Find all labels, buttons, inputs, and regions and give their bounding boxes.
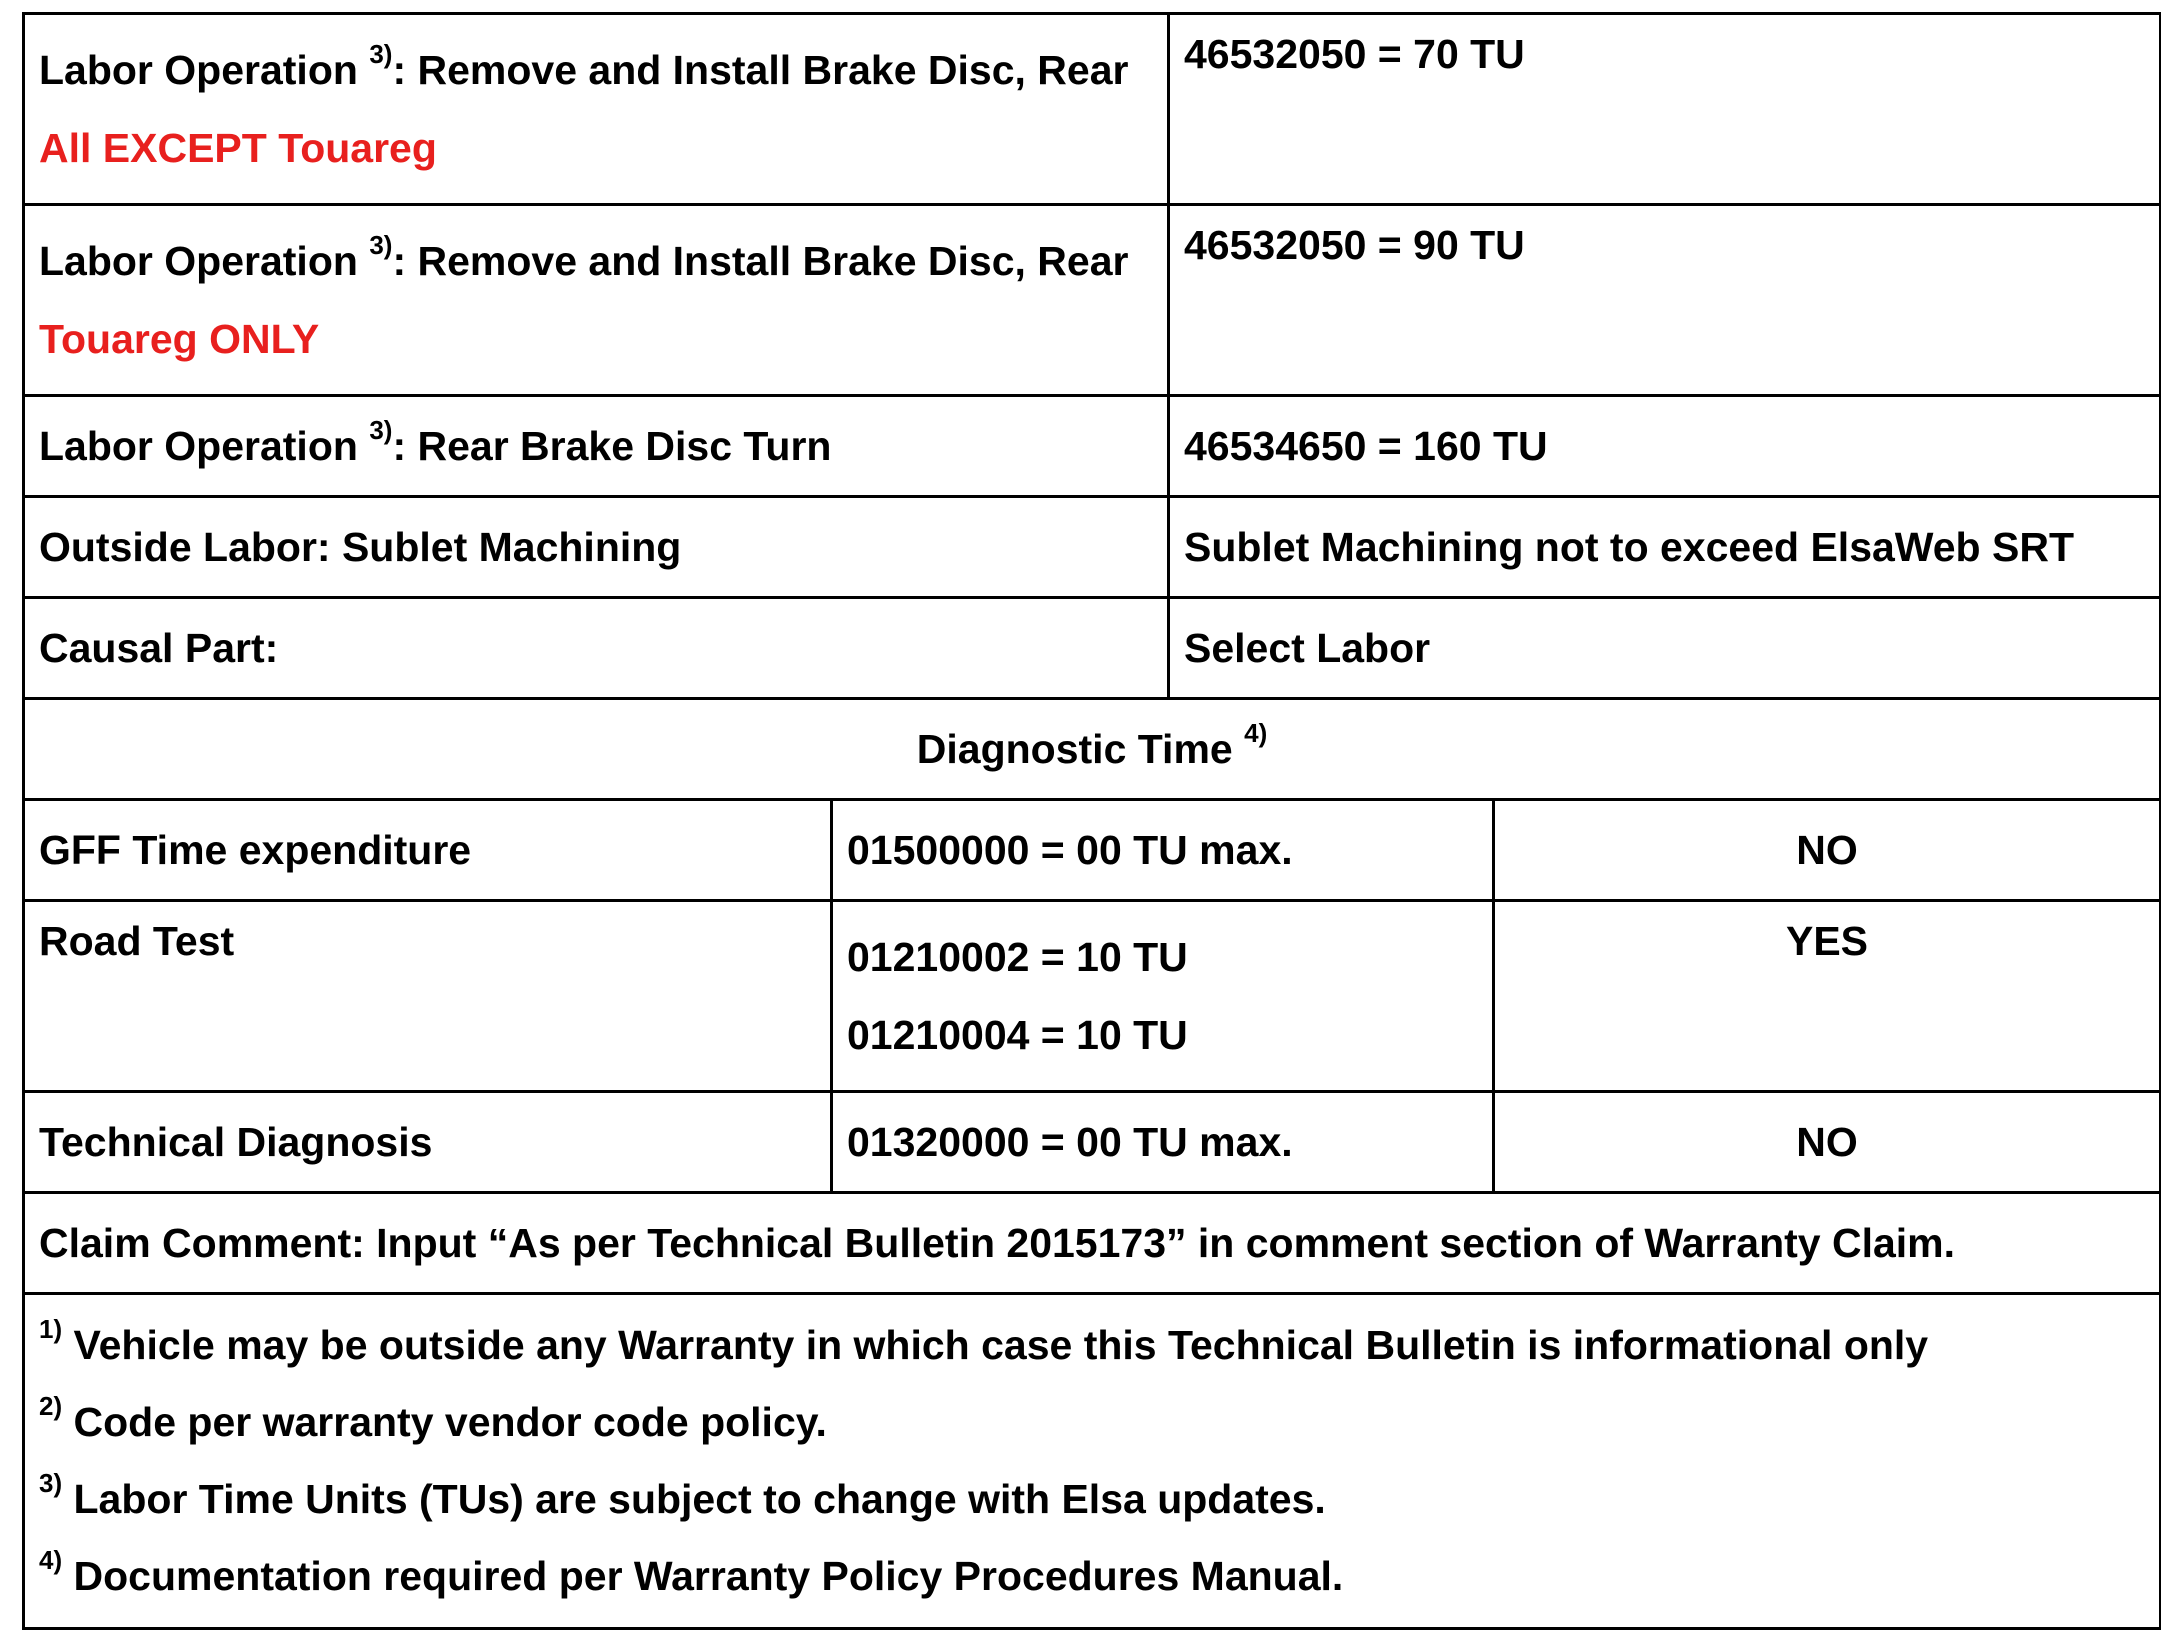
footnote-item: $^{3)}$ Labor Time Units (TUs) are subject to change with Elsa updates.: [39, 1468, 1326, 1522]
labor-code-cell: [1169, 396, 2161, 497]
outside-labor-value: Sublet Machining not to exceed ElsaWeb SRT: [1169, 497, 2161, 598]
labor-code-cell: [1169, 205, 2161, 396]
diagnostic-row: [24, 800, 2161, 901]
footnote-item: $^{1)}$ Vehicle may be outside any Warranty in which case this Technical Bulletin is informational only: [39, 1314, 1929, 1368]
diagnostic-label: GFF Time expenditure: [24, 800, 832, 901]
footnote-item: $^{4)}$ Documentation required per Warranty Policy Procedures Manual.: [39, 1545, 1344, 1599]
diagnostic-time-title: Diagnostic Time $^{4)}$: [24, 699, 2161, 800]
footnote-ref: 3): [369, 39, 393, 70]
outside-labor-label: Outside Labor: Sublet Machining: [24, 497, 1169, 598]
labor-row-disc-turn: [24, 396, 2161, 497]
labor-code-value: 46534650 = 160 TU: [1184, 423, 1548, 469]
labor-operation-label: Labor Operation $^{3)}$: Remove and Install Brake Disc, Rear: [39, 39, 1129, 93]
labor-code-value: 46532050 = 70 TU: [1184, 31, 1525, 77]
footnote-ref: 4): [1244, 718, 1268, 749]
footnotes: [24, 1294, 2161, 1629]
claim-comment: Claim Comment: Input “As per Technical Bulletin 2015173” in comment section of Warranty Claim.: [24, 1193, 2161, 1294]
diagnostic-label: Technical Diagnosis: [24, 1092, 832, 1193]
footnote-ref: 3): [369, 230, 393, 261]
labor-row-except-touareg: [24, 14, 2161, 205]
labor-operation-label: Labor Operation $^{3)}$: Remove and Install Brake Disc, Rear: [39, 230, 1129, 284]
diagnostic-flag: YES: [1494, 901, 2161, 1092]
labor-operation-cell: [24, 14, 1169, 205]
diagnostic-flag: NO: [1494, 1092, 2161, 1193]
footnotes-row: [24, 1294, 2161, 1629]
vehicle-scope-note: All EXCEPT Touareg: [39, 125, 437, 171]
diagnostic-code: [832, 901, 1494, 1092]
diagnostic-time-header-row: [24, 699, 2161, 800]
vehicle-scope-note: Touareg ONLY: [39, 316, 320, 362]
labor-row-touareg-only: [24, 205, 2161, 396]
causal-part-row: [24, 598, 2161, 699]
footnote-item: $^{2)}$ Code per warranty vendor code policy.: [39, 1391, 827, 1445]
diagnostic-flag: NO: [1494, 800, 2161, 901]
diagnostic-row: [24, 901, 2161, 1092]
labor-code-value: 46532050 = 90 TU: [1184, 222, 1525, 268]
footnote-mark: 2): [39, 1391, 63, 1422]
labor-operation-cell: [24, 205, 1169, 396]
outside-labor-row: [24, 497, 2161, 598]
diagnostic-code-line: 01210004 = 10 TU: [847, 1012, 1188, 1058]
footnote-mark: 1): [39, 1314, 63, 1345]
diagnostic-code: 01320000 = 00 TU max.: [832, 1092, 1494, 1193]
labor-code-cell: [1169, 14, 2161, 205]
labor-operation-label: Labor Operation $^{3)}$: Rear Brake Disc Turn: [39, 415, 832, 469]
footnote-ref: 3): [369, 415, 393, 446]
footnote-mark: 4): [39, 1545, 63, 1576]
labor-table: [22, 12, 2161, 1630]
diagnostic-label: Road Test: [24, 901, 832, 1092]
causal-part-label: Causal Part:: [24, 598, 1169, 699]
claim-comment-row: [24, 1193, 2161, 1294]
labor-operation-cell: [24, 396, 1169, 497]
footnote-mark: 3): [39, 1468, 63, 1499]
diagnostic-code: 01500000 = 00 TU max.: [832, 800, 1494, 901]
diagnostic-row: [24, 1092, 2161, 1193]
diagnostic-code-line: 01210002 = 10 TU: [847, 934, 1188, 980]
causal-part-value: Select Labor: [1169, 598, 2161, 699]
